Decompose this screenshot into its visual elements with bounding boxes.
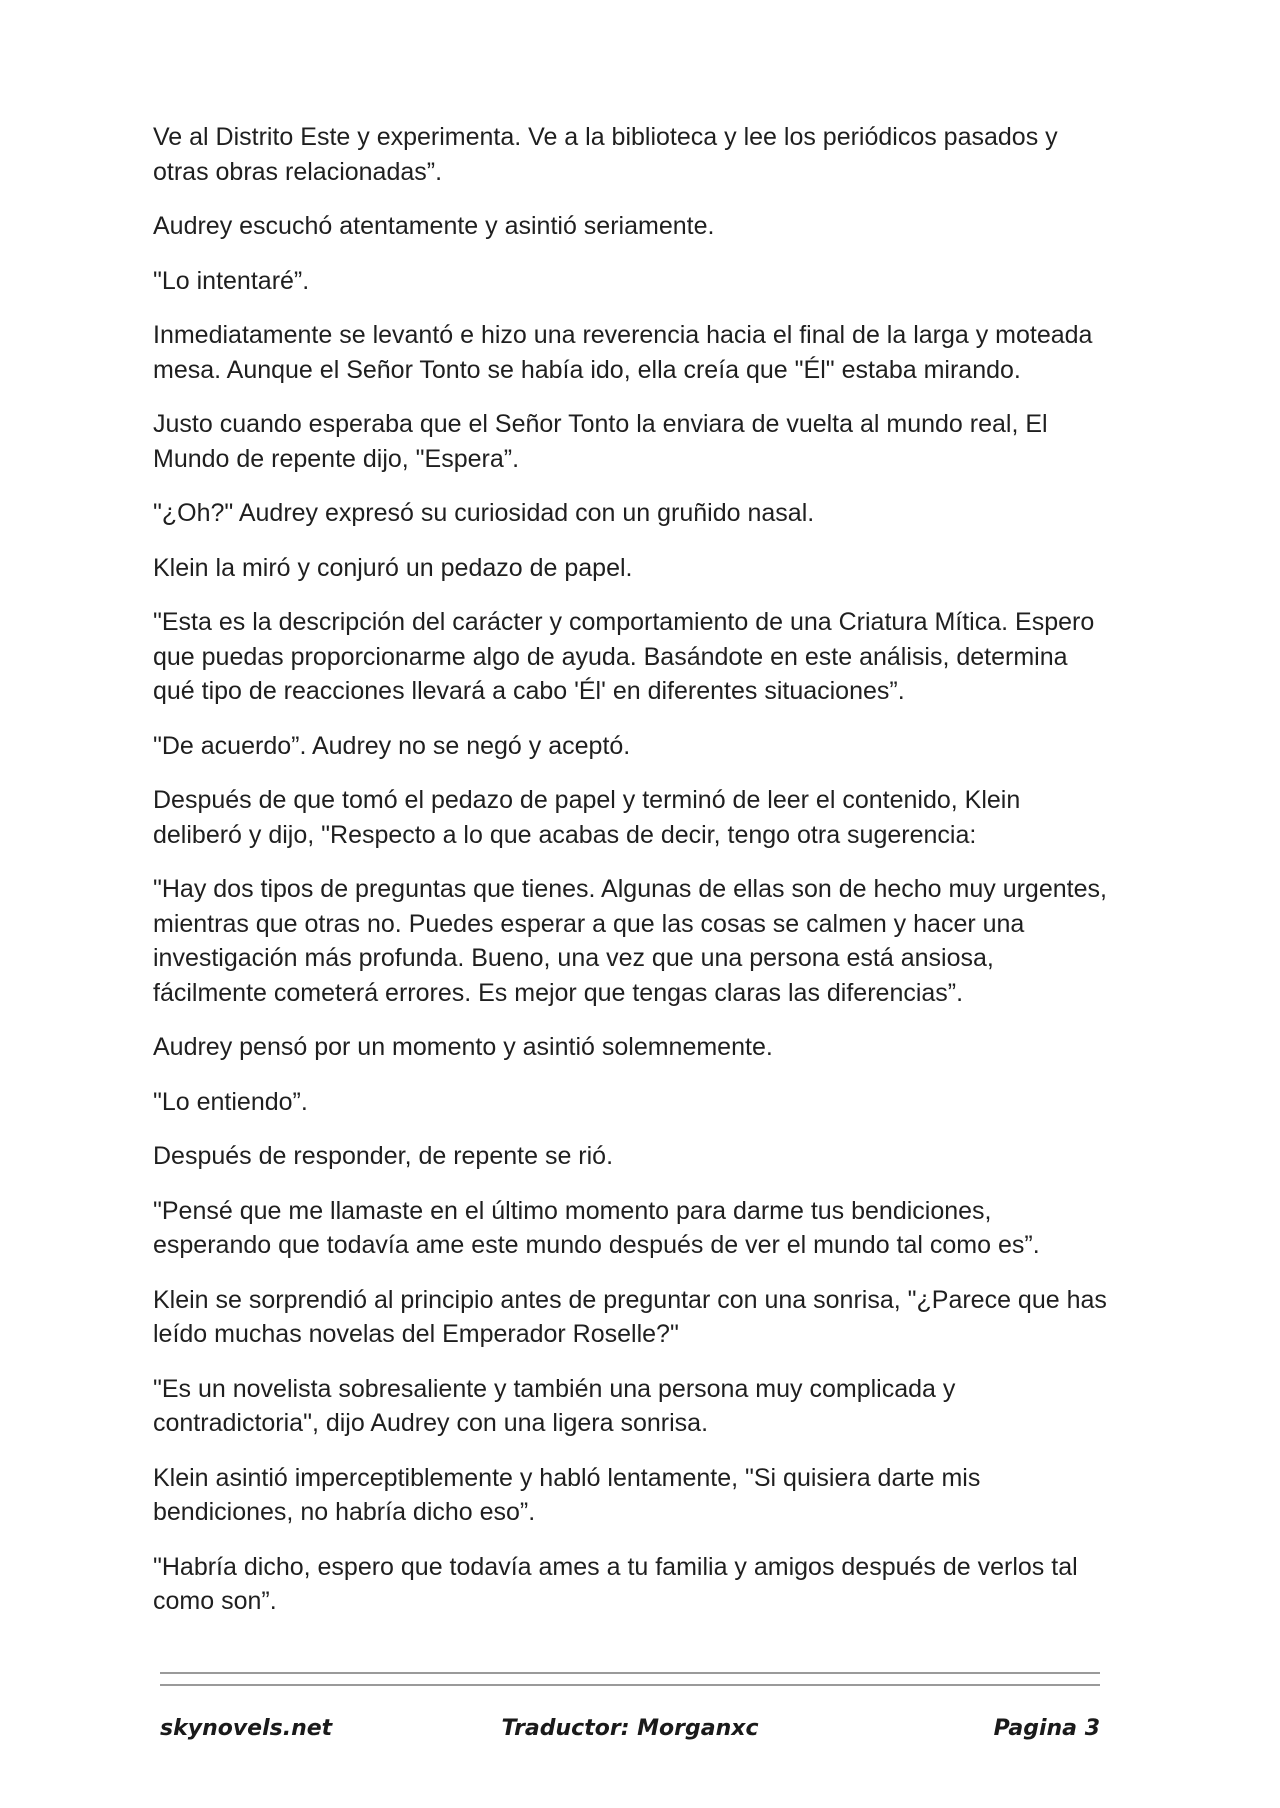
- paragraph: Klein se sorprendió al principio antes de preguntar con una sonrisa, "¿Parece que has leído muchas novelas del Emperador Roselle?": [153, 1285, 1107, 1348]
- paragraph: "De acuerdo”. Audrey no se negó y aceptó.: [153, 731, 631, 760]
- paragraph: Después de responder, de repente se rió.: [153, 1142, 614, 1170]
- paragraph: "Lo entiendo”.: [153, 1087, 308, 1116]
- paragraph: Klein asintió imperceptiblemente y habló lentamente, "Si quisiera darte mis bendiciones, no habría dicho eso”.: [153, 1463, 981, 1526]
- paragraph: Justo cuando esperaba que el Señor Tonto la enviara de vuelta al mundo real, El Mundo de repente dijo, "Espera”.: [153, 410, 1048, 473]
- paragraph: Klein la miró y conjuró un pedazo de papel.: [153, 553, 633, 582]
- paragraph: "¿Oh?" Audrey expresó su curiosidad con un gruñido nasal.: [153, 499, 815, 527]
- footer-site: skynovels.net: [160, 1716, 333, 1741]
- footer-translator: Traductor: Morganxc: [501, 1716, 759, 1741]
- paragraph: "Lo intentaré”.: [153, 266, 310, 295]
- paragraph: "Hay dos tipos de preguntas que tienes. Algunas de ellas son de hecho muy urgentes, mientras que otras no. Puedes esperar a que las cosas se calmen y hacer una investigación más profunda. Bueno, una vez que una persona está ansiosa, fácilmente cometerá errores. Es mejor que tengas claras las diferencias”.: [153, 875, 1107, 1007]
- paragraph: Inmediatamente se levantó e hizo una reverencia hacia el final de la larga y moteada mesa. Aunque el Señor Tonto se había ido, ella creía que "Él" estaba mirando.: [153, 321, 1093, 384]
- footer-divider-bottom: [160, 1684, 1100, 1686]
- footer-page-number: Pagina 3: [993, 1716, 1100, 1741]
- paragraph: Audrey escuchó atentamente y asintió seriamente.: [153, 212, 715, 240]
- paragraph: "Pensé que me llamaste en el último momento para darme tus bendiciones, esperando que todavía ame este mundo después de ver el mundo tal como es”.: [153, 1196, 1040, 1259]
- document-body: [153, 120, 1113, 1639]
- paragraph: Después de que tomó el pedazo de papel y terminó de leer el contenido, Klein deliberó y dijo, "Respecto a lo que acabas de decir, tengo otra sugerencia:: [153, 786, 1021, 849]
- paragraph: "Esta es la descripción del carácter y comportamiento de una Criatura Mítica. Espero que puedas proporcionarme algo de ayuda. Basándote en este análisis, determina qué tipo de reacciones llevará a cabo 'Él' en diferentes situaciones”.: [153, 608, 1095, 705]
- page-footer: [160, 1716, 1100, 1746]
- footer-divider-top: [160, 1672, 1100, 1674]
- paragraph: "Es un novelista sobresaliente y también una persona muy complicada y contradictoria", dijo Audrey con una ligera sonrisa.: [153, 1374, 956, 1437]
- paragraph: Ve al Distrito Este y experimenta. Ve a la biblioteca y lee los periódicos pasados y otras obras relacionadas”.: [153, 123, 1058, 186]
- paragraph: "Habría dicho, espero que todavía ames a tu familia y amigos después de verlos tal como son”.: [153, 1552, 1078, 1615]
- paragraph: Audrey pensó por un momento y asintió solemnemente.: [153, 1033, 773, 1061]
